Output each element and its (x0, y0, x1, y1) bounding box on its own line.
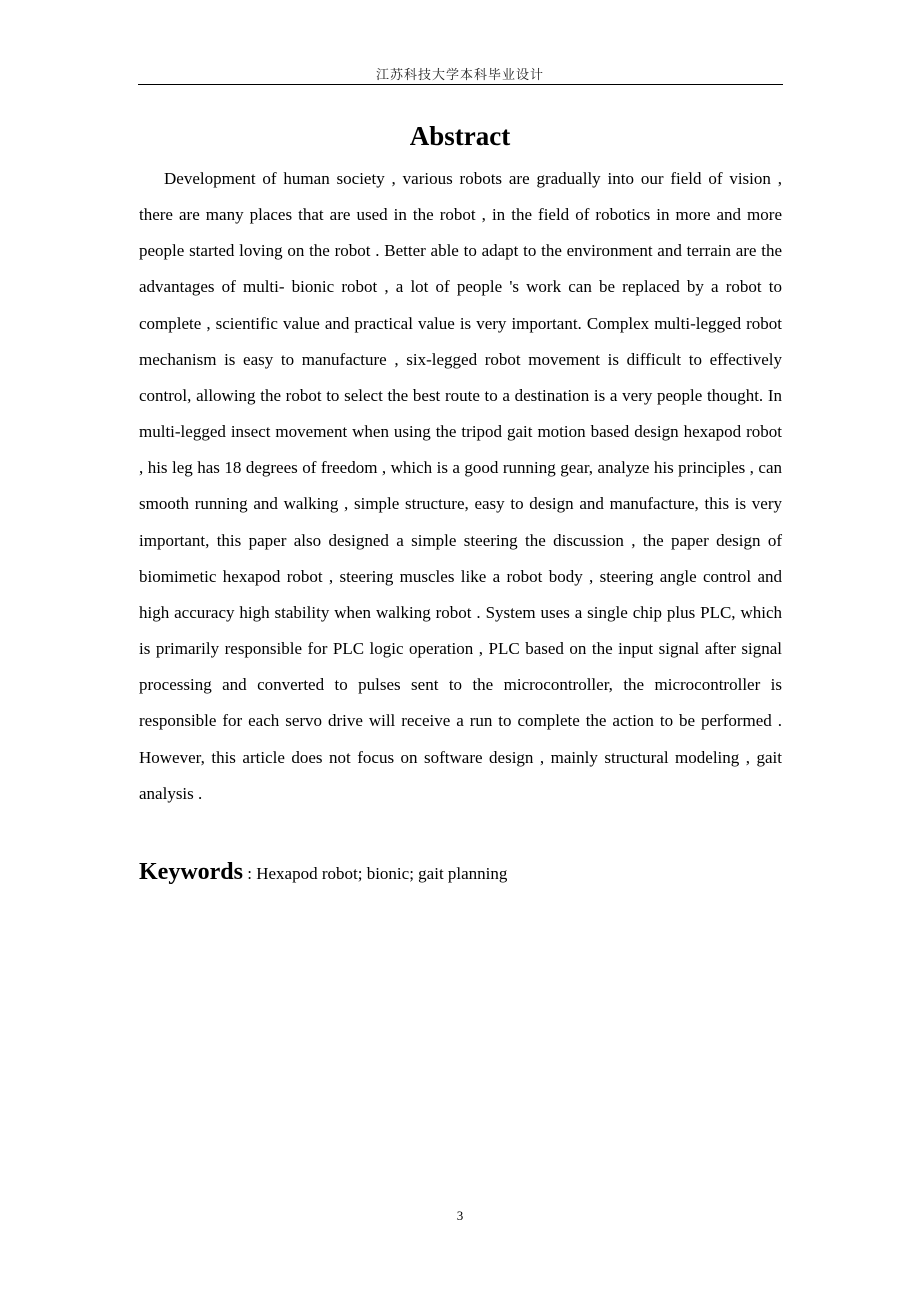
keywords-label: Keywords (139, 859, 243, 885)
keywords-text: Hexapod robot; bionic; gait planning (256, 864, 508, 883)
header-divider (138, 84, 783, 85)
keywords-separator: : (243, 864, 257, 883)
running-header: 江苏科技大学本科毕业设计 (375, 68, 544, 83)
page-number: 3 (456, 1208, 464, 1223)
page-title: Abstract (409, 121, 511, 151)
keywords-line (139, 855, 782, 891)
abstract-paragraph: Development of human society , various robots are gradually into our field of vision , there are many places that are used in the robot , in the field of robotics in more and more people started loving on the robot . Better able to adapt to the environment and terrain are the advantages of multi- bionic robot , a lot of people 's work can be replaced by a robot to complete , scientific value and practical value is very important. Complex multi-legged robot mechanism is easy to manufacture , six-legged robot movement is difficult to effectively control, allowing the robot to select the best route to a destination is a very people thought. In multi-legged insect movement when using the tripod gait motion based design hexapod robot , his leg has 18 degrees of freedom , which is a good running gear, analyze his principles , can smooth running and walking , simple structure, easy to design and manufacture, this is very important, this paper also designed a simple steering the discussion , the paper design of biomimetic hexapod robot , steering muscles like a robot body , steering angle control and high accuracy high stability when walking robot . System uses a single chip plus PLC, which is primarily responsible for PLC logic operation , PLC based on the input signal after signal processing and converted to pulses sent to the microcontroller, the microcontroller is responsible for each servo drive will receive a run to complete the action to be performed . However, this article does not focus on software design , mainly structural modeling , gait analysis . (139, 169, 782, 803)
